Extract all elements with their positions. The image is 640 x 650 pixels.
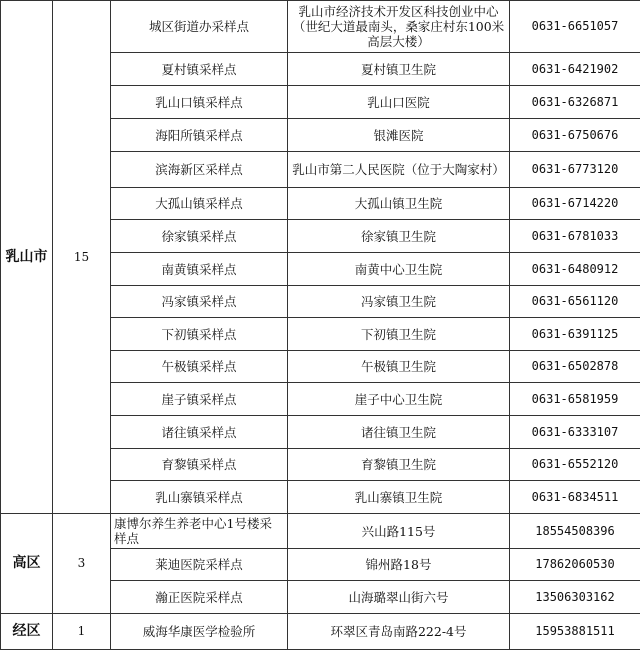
phone-cell: 0631-6834511 [510,481,640,514]
table-row [1,514,640,549]
phone-cell: 0631-6781033 [510,220,640,253]
phone-cell: 0631-6333107 [510,416,640,449]
site-name-cell: 乳山寨镇采样点 [111,481,288,514]
address-cell: 环翠区青岛南路222-4号 [288,614,510,650]
site-name-cell: 海阳所镇采样点 [111,119,288,152]
site-name-cell: 莱迪医院采样点 [111,549,288,581]
address-cell: 下初镇卫生院 [288,318,510,351]
table-row [1,1,640,53]
address-cell: 南黄中心卫生院 [288,253,510,286]
site-name-cell: 滨海新区采样点 [111,152,288,188]
address-cell: 锦州路18号 [288,549,510,581]
site-name-cell: 威海华康医学检验所 [111,614,288,650]
district-cell: 高区 [1,514,53,614]
address-cell: 银滩医院 [288,119,510,152]
district-cell: 经区 [1,614,53,650]
site-name-cell: 崖子镇采样点 [111,383,288,416]
address-cell: 乳山寨镇卫生院 [288,481,510,514]
address-cell: 大孤山镇卫生院 [288,188,510,220]
site-count-cell: 1 [53,614,111,650]
phone-cell: 0631-6326871 [510,86,640,119]
district-cell: 乳山市 [1,1,53,514]
phone-cell: 13506303162 [510,581,640,614]
phone-cell: 15953881511 [510,614,640,650]
address-cell: 育黎镇卫生院 [288,449,510,481]
site-name-cell: 南黄镇采样点 [111,253,288,286]
address-cell: 山海璐翠山街六号 [288,581,510,614]
site-name-cell: 康博尔养生养老中心1号楼采样点 [111,514,288,549]
address-cell: 冯家镇卫生院 [288,286,510,318]
site-count-cell: 15 [53,1,111,514]
phone-cell: 0631-6502878 [510,351,640,383]
site-name-cell: 瀚正医院采样点 [111,581,288,614]
phone-cell: 0631-6750676 [510,119,640,152]
site-name-cell: 午极镇采样点 [111,351,288,383]
address-cell: 乳山口医院 [288,86,510,119]
site-name-cell: 大孤山镇采样点 [111,188,288,220]
phone-cell: 0631-6561120 [510,286,640,318]
phone-cell: 0631-6581959 [510,383,640,416]
address-cell: 兴山路115号 [288,514,510,549]
address-cell: 午极镇卫生院 [288,351,510,383]
phone-cell: 0631-6391125 [510,318,640,351]
site-name-cell: 下初镇采样点 [111,318,288,351]
phone-cell: 0631-6480912 [510,253,640,286]
address-cell: 乳山市经济技术开发区科技创业中心（世纪大道最南头，桑家庄村东100米高层大楼） [288,1,510,53]
site-name-cell: 冯家镇采样点 [111,286,288,318]
phone-cell: 0631-6714220 [510,188,640,220]
address-cell: 乳山市第二人民医院（位于大陶家村） [288,152,510,188]
address-cell: 崖子中心卫生院 [288,383,510,416]
phone-cell: 0631-6552120 [510,449,640,481]
address-cell: 诸往镇卫生院 [288,416,510,449]
site-count-cell: 3 [53,514,111,614]
phone-cell: 17862060530 [510,549,640,581]
site-name-cell: 夏村镇采样点 [111,53,288,86]
site-name-cell: 诸往镇采样点 [111,416,288,449]
site-name-cell: 徐家镇采样点 [111,220,288,253]
site-name-cell: 乳山口镇采样点 [111,86,288,119]
address-cell: 徐家镇卫生院 [288,220,510,253]
site-name-cell: 城区街道办采样点 [111,1,288,53]
phone-cell: 0631-6773120 [510,152,640,188]
table-row [1,614,640,650]
phone-cell: 0631-6421902 [510,53,640,86]
phone-cell: 18554508396 [510,514,640,549]
site-name-cell: 育黎镇采样点 [111,449,288,481]
address-cell: 夏村镇卫生院 [288,53,510,86]
phone-cell: 0631-6651057 [510,1,640,53]
